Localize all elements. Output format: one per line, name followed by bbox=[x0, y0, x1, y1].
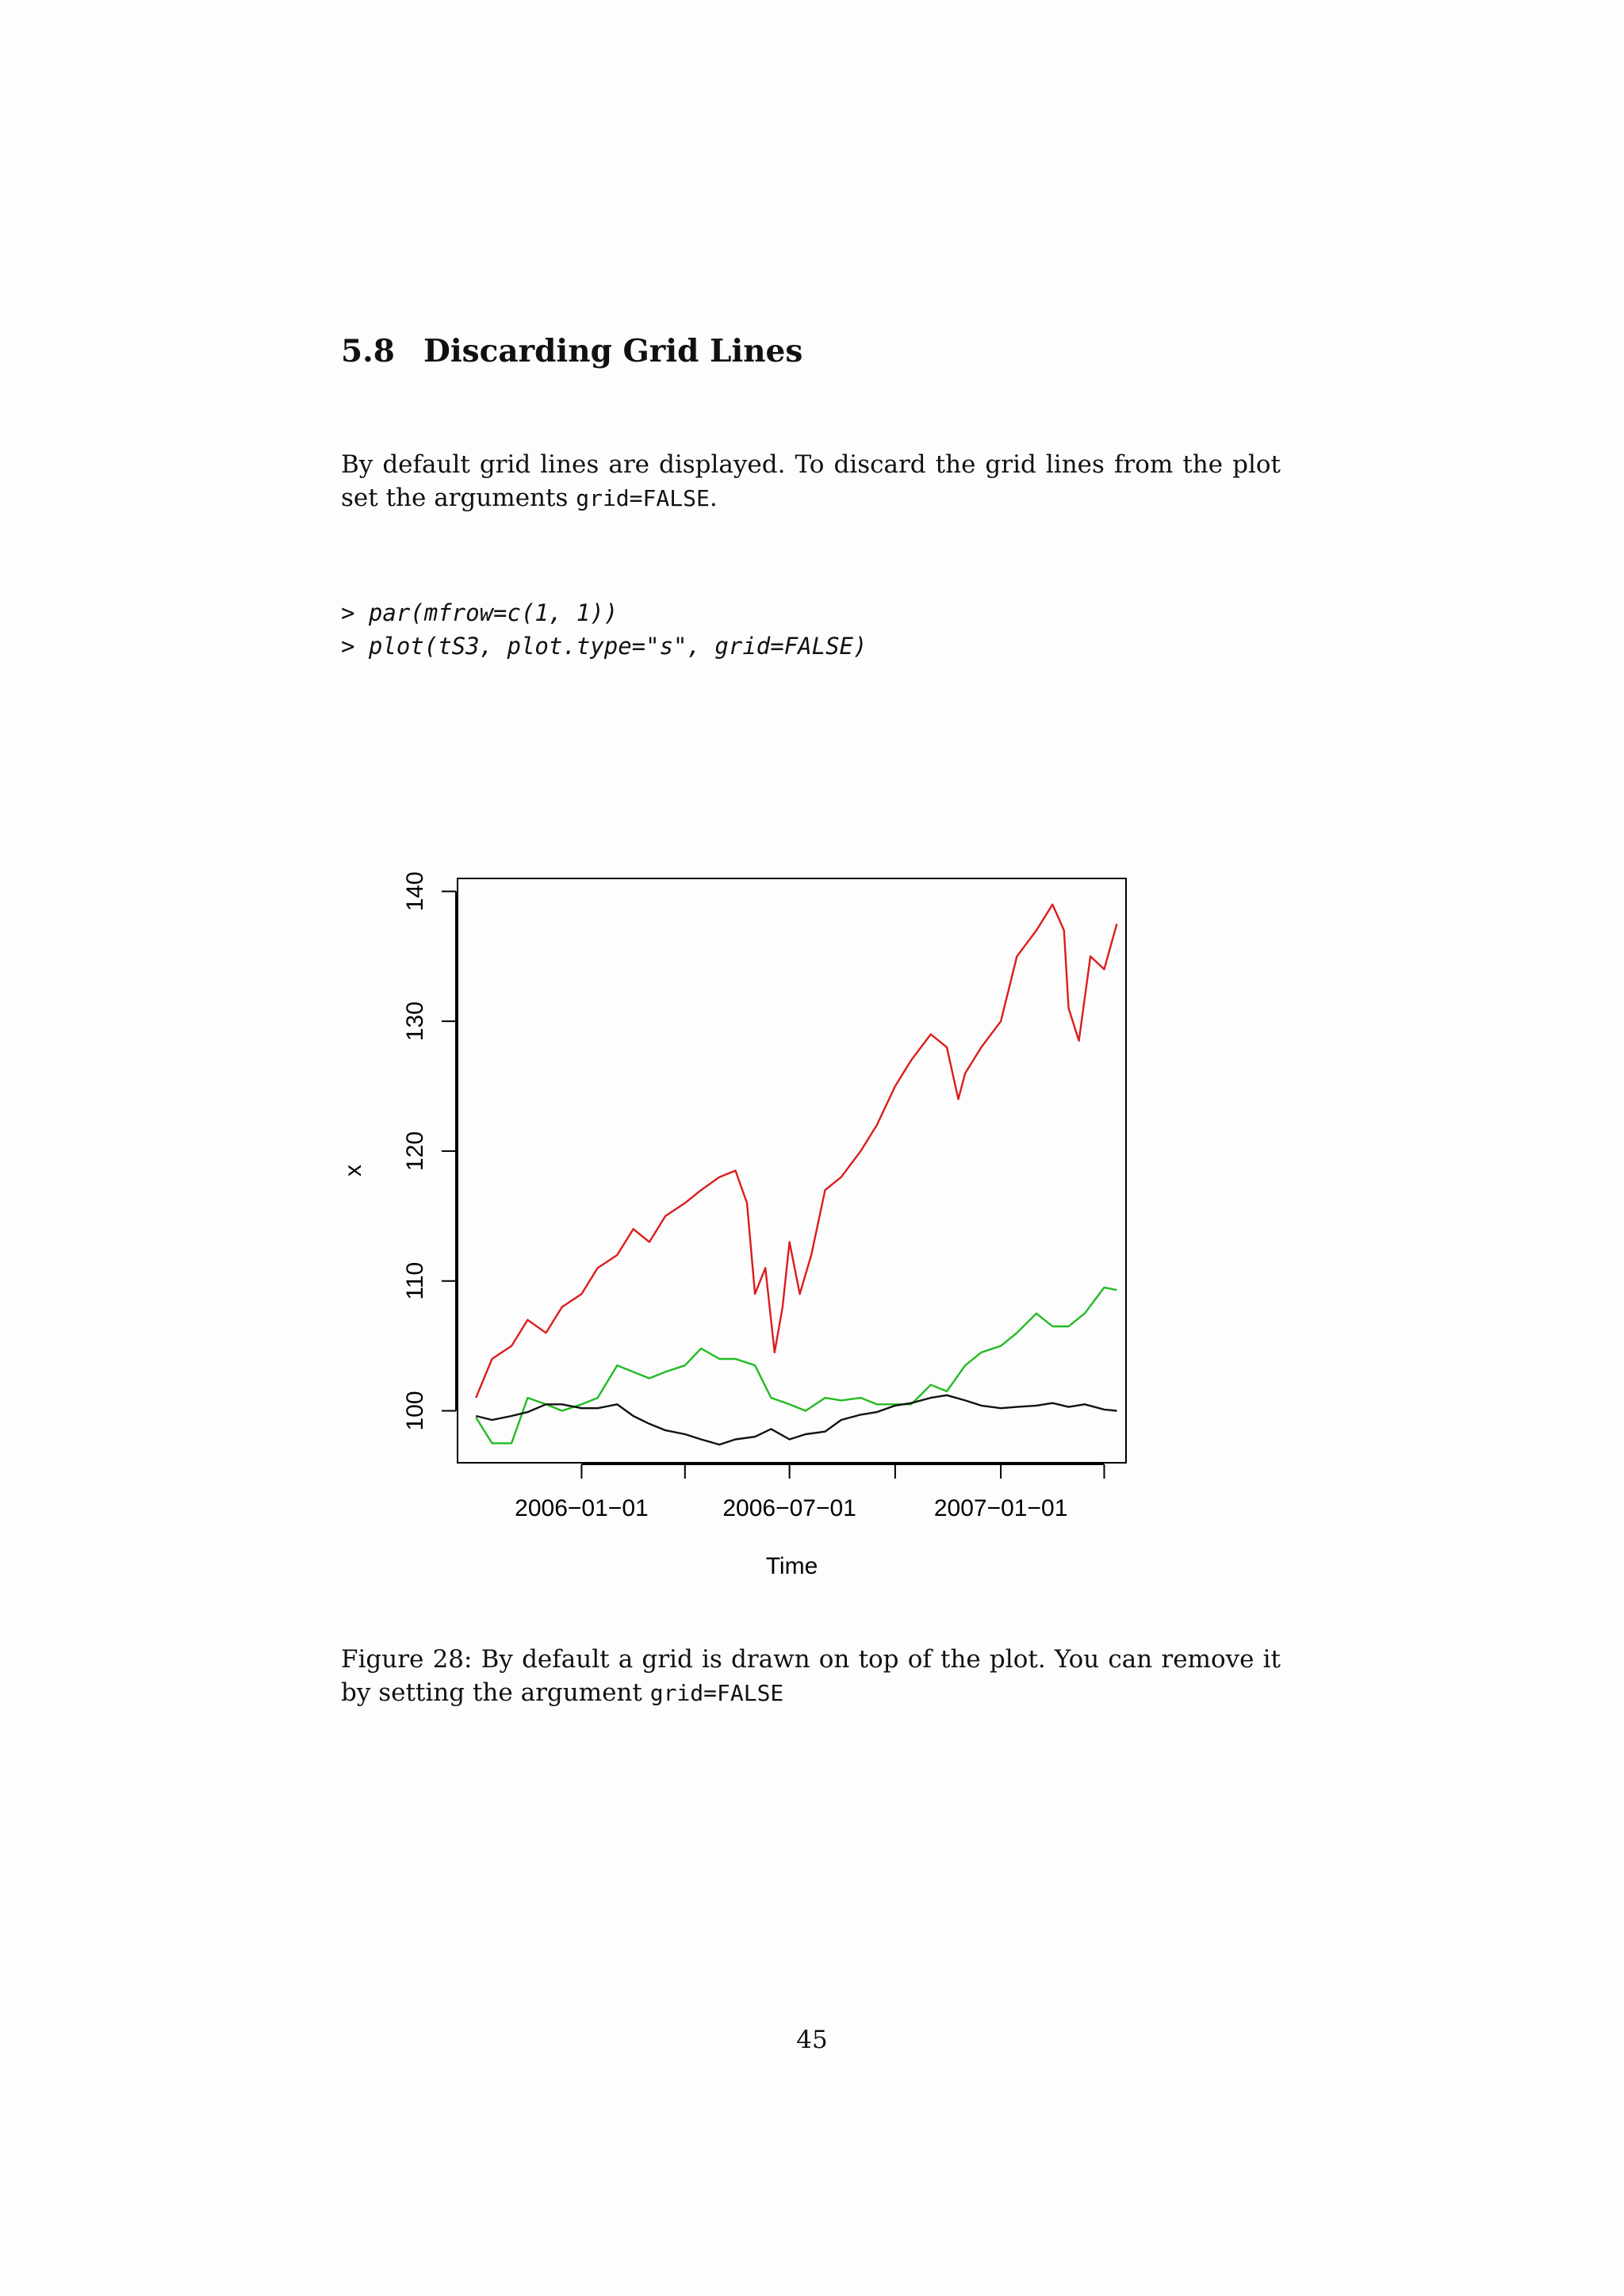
time-series-chart bbox=[333, 840, 1174, 1601]
code-block bbox=[341, 596, 867, 663]
code-line: > plot(tS3, plot.type="s", grid=FALSE) bbox=[341, 633, 868, 660]
paragraph-code: grid=FALSE bbox=[576, 485, 710, 511]
x-tick-label: 2006−07−01 bbox=[722, 1495, 856, 1521]
paragraph-text: By default grid lines are displayed. To discard the grid lines from the plot set the arguments bbox=[341, 450, 1281, 512]
x-tick-label: 2007−01−01 bbox=[933, 1495, 1068, 1521]
caption-text: Figure 28: By default a grid is drawn on top of the plot. You can remove it by setting the argument bbox=[341, 1645, 1281, 1707]
y-tick-label: 120 bbox=[402, 1131, 428, 1171]
page-number: 45 bbox=[796, 2026, 828, 2054]
code-line: > par(mfrow=c(1, 1)) bbox=[341, 599, 619, 626]
series-line-2 bbox=[476, 1288, 1116, 1444]
series-line-3 bbox=[476, 1395, 1116, 1445]
y-tick-label: 100 bbox=[402, 1391, 428, 1431]
paragraph-end: . bbox=[709, 484, 718, 512]
section-heading bbox=[341, 333, 802, 369]
y-tick-label: 110 bbox=[402, 1261, 428, 1300]
figure-caption bbox=[341, 1643, 1281, 1710]
y-tick-label: 130 bbox=[402, 1001, 428, 1042]
section-number: 5.8 bbox=[341, 333, 395, 369]
plot-frame bbox=[458, 878, 1126, 1463]
section-title: Discarding Grid Lines bbox=[423, 333, 803, 369]
y-tick-label: 140 bbox=[402, 871, 428, 912]
x-axis-title: Time bbox=[765, 1553, 818, 1579]
caption-code: grid=FALSE bbox=[649, 1680, 784, 1706]
x-tick-label: 2006−01−01 bbox=[515, 1495, 649, 1521]
series-line-1 bbox=[476, 905, 1116, 1398]
body-paragraph bbox=[341, 448, 1281, 515]
y-axis-title: x bbox=[340, 1165, 366, 1177]
